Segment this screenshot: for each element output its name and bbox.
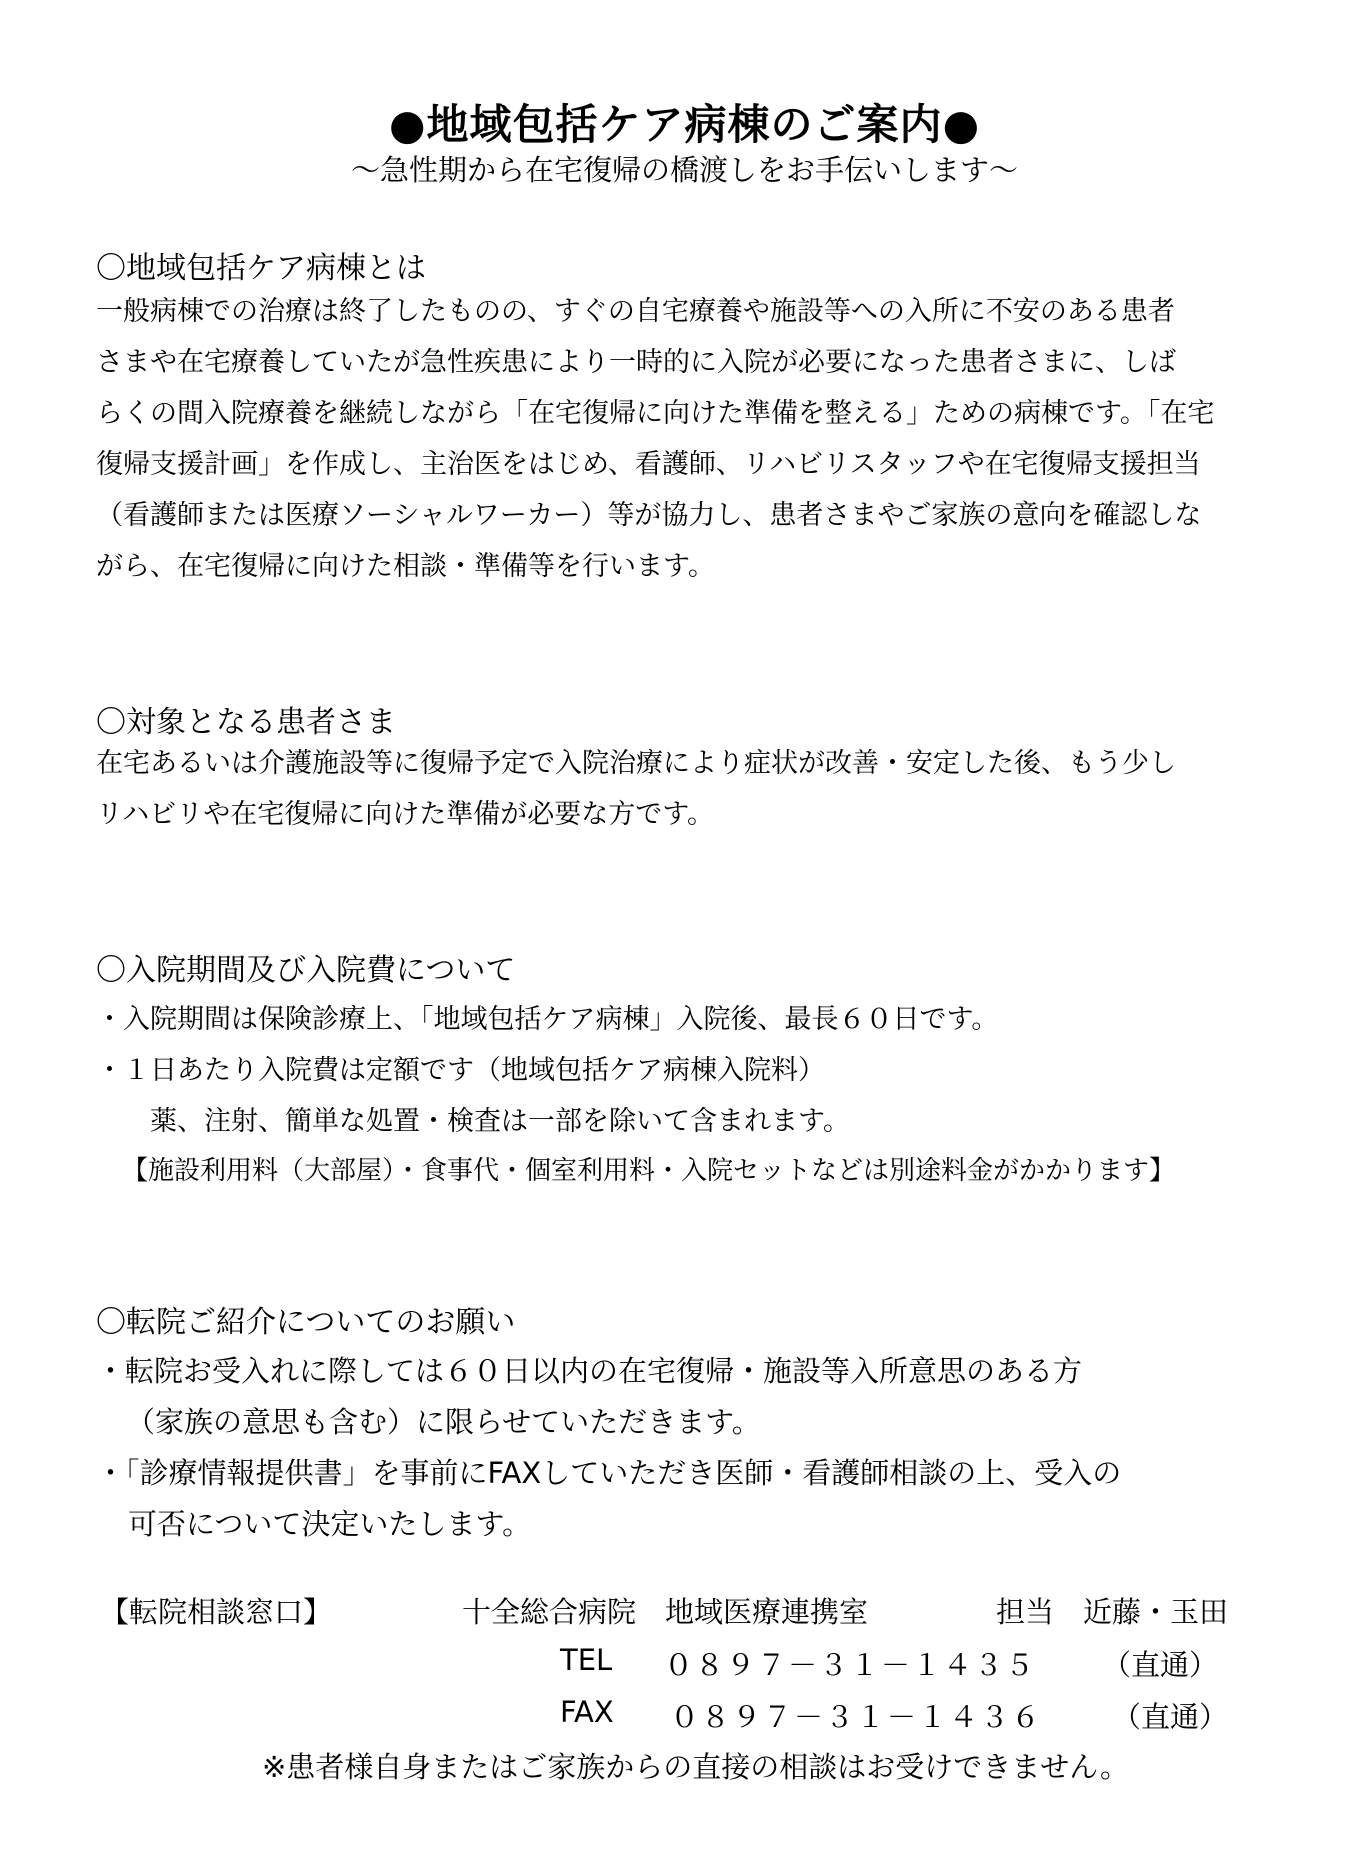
section1-line: 復帰支援計画」を作成し、主治医をはじめ、看護師、リハビリスタッフや在宅復帰支援担当 [96, 449, 1201, 480]
section1-line: さまや在宅療養していたが急性疾患により一時的に入院が必要になった患者さまに、しば [96, 347, 1176, 378]
section1-line: がら、在宅復帰に向けた相談・準備等を行います。 [96, 551, 715, 582]
section3-heading: 〇入院期間及び入院費について [96, 953, 516, 988]
section4-item1-line2: （家族の意思も含む）に限らせていただきます。 [126, 1405, 761, 1439]
contact-fax-note: （直通） [1112, 1700, 1229, 1734]
section1-paragraph [96, 286, 1286, 592]
section2-line: 在宅あるいは介護施設等に復帰予定で入院治療により症状が改善・安定した後、もう少し [96, 748, 1176, 779]
section2-paragraph [96, 738, 1286, 840]
section1-line: （看護師または医療ソーシャルワーカー）等が協力し、患者さまやご家族の意向を確認しな [96, 500, 1202, 531]
section3-item-fee-detail: 薬、注射、簡単な処置・検査は一部を除いて含まれます。 [150, 1106, 850, 1137]
contact-fax-label: FAX [560, 1695, 614, 1729]
contact-fax-number: ０８９７－３１－１４３６ [670, 1700, 1043, 1734]
contact-organization: 十全総合病院 地域医療連携室 [462, 1595, 869, 1629]
section1-heading: 〇地域包括ケア病棟とは [96, 251, 426, 286]
section4-heading: 〇転院ご紹介についてのお願い [96, 1305, 516, 1340]
section2-line: リハビリや在宅復帰に向けた準備が必要な方です。 [96, 799, 715, 830]
contact-tel-note: （直通） [1102, 1648, 1219, 1682]
section4-item2-line1: ・「診療情報提供書」を事前にFAXしていただき医師・看護師相談の上、受入の [96, 1456, 1122, 1490]
section3-item-fee: ・１日あたり入院費は定額です（地域包括ケア病棟入院料） [96, 1055, 825, 1086]
page-subtitle: ～急性期から在宅復帰の橋渡しをお手伝いします～ [350, 153, 1018, 187]
contact-tel-number: ０８９７－３１－１４３５ [664, 1648, 1037, 1682]
page-title: ●地域包括ケア病棟のご案内● [388, 100, 981, 149]
section4-item1-line1: ・転院お受入れに際しては６０日以内の在宅復帰・施設等入所意思のある方 [96, 1354, 1083, 1388]
section1-line: 一般病棟での治療は終了したものの、すぐの自宅療養や施設等への入所に不安のある患者 [96, 296, 1175, 327]
section2-heading: 〇対象となる患者さま [96, 705, 396, 740]
contact-notice: ※患者様自身またはご家族からの直接の相談はお受けできません。 [262, 1750, 1130, 1784]
section3-item-period: ・入院期間は保険診療上、「地域包括ケア病棟」入院後、最長６０日です。 [96, 1004, 999, 1035]
contact-label: 【転院相談窓口】 [100, 1595, 333, 1629]
contact-staff: 担当 近藤・玉田 [996, 1595, 1229, 1629]
section1-line: らくの間入院療養を継続しながら「在宅復帰に向けた準備を整える」ための病棟です。「在宅 [96, 398, 1215, 429]
section4-item2-line2: 可否について決定いたします。 [128, 1507, 532, 1541]
section3-note: 【施設利用料（大部屋）・食事代・個室利用料・入院セットなどは別途料金がかかります】 [122, 1156, 1176, 1186]
contact-tel-label: TEL [560, 1643, 613, 1677]
